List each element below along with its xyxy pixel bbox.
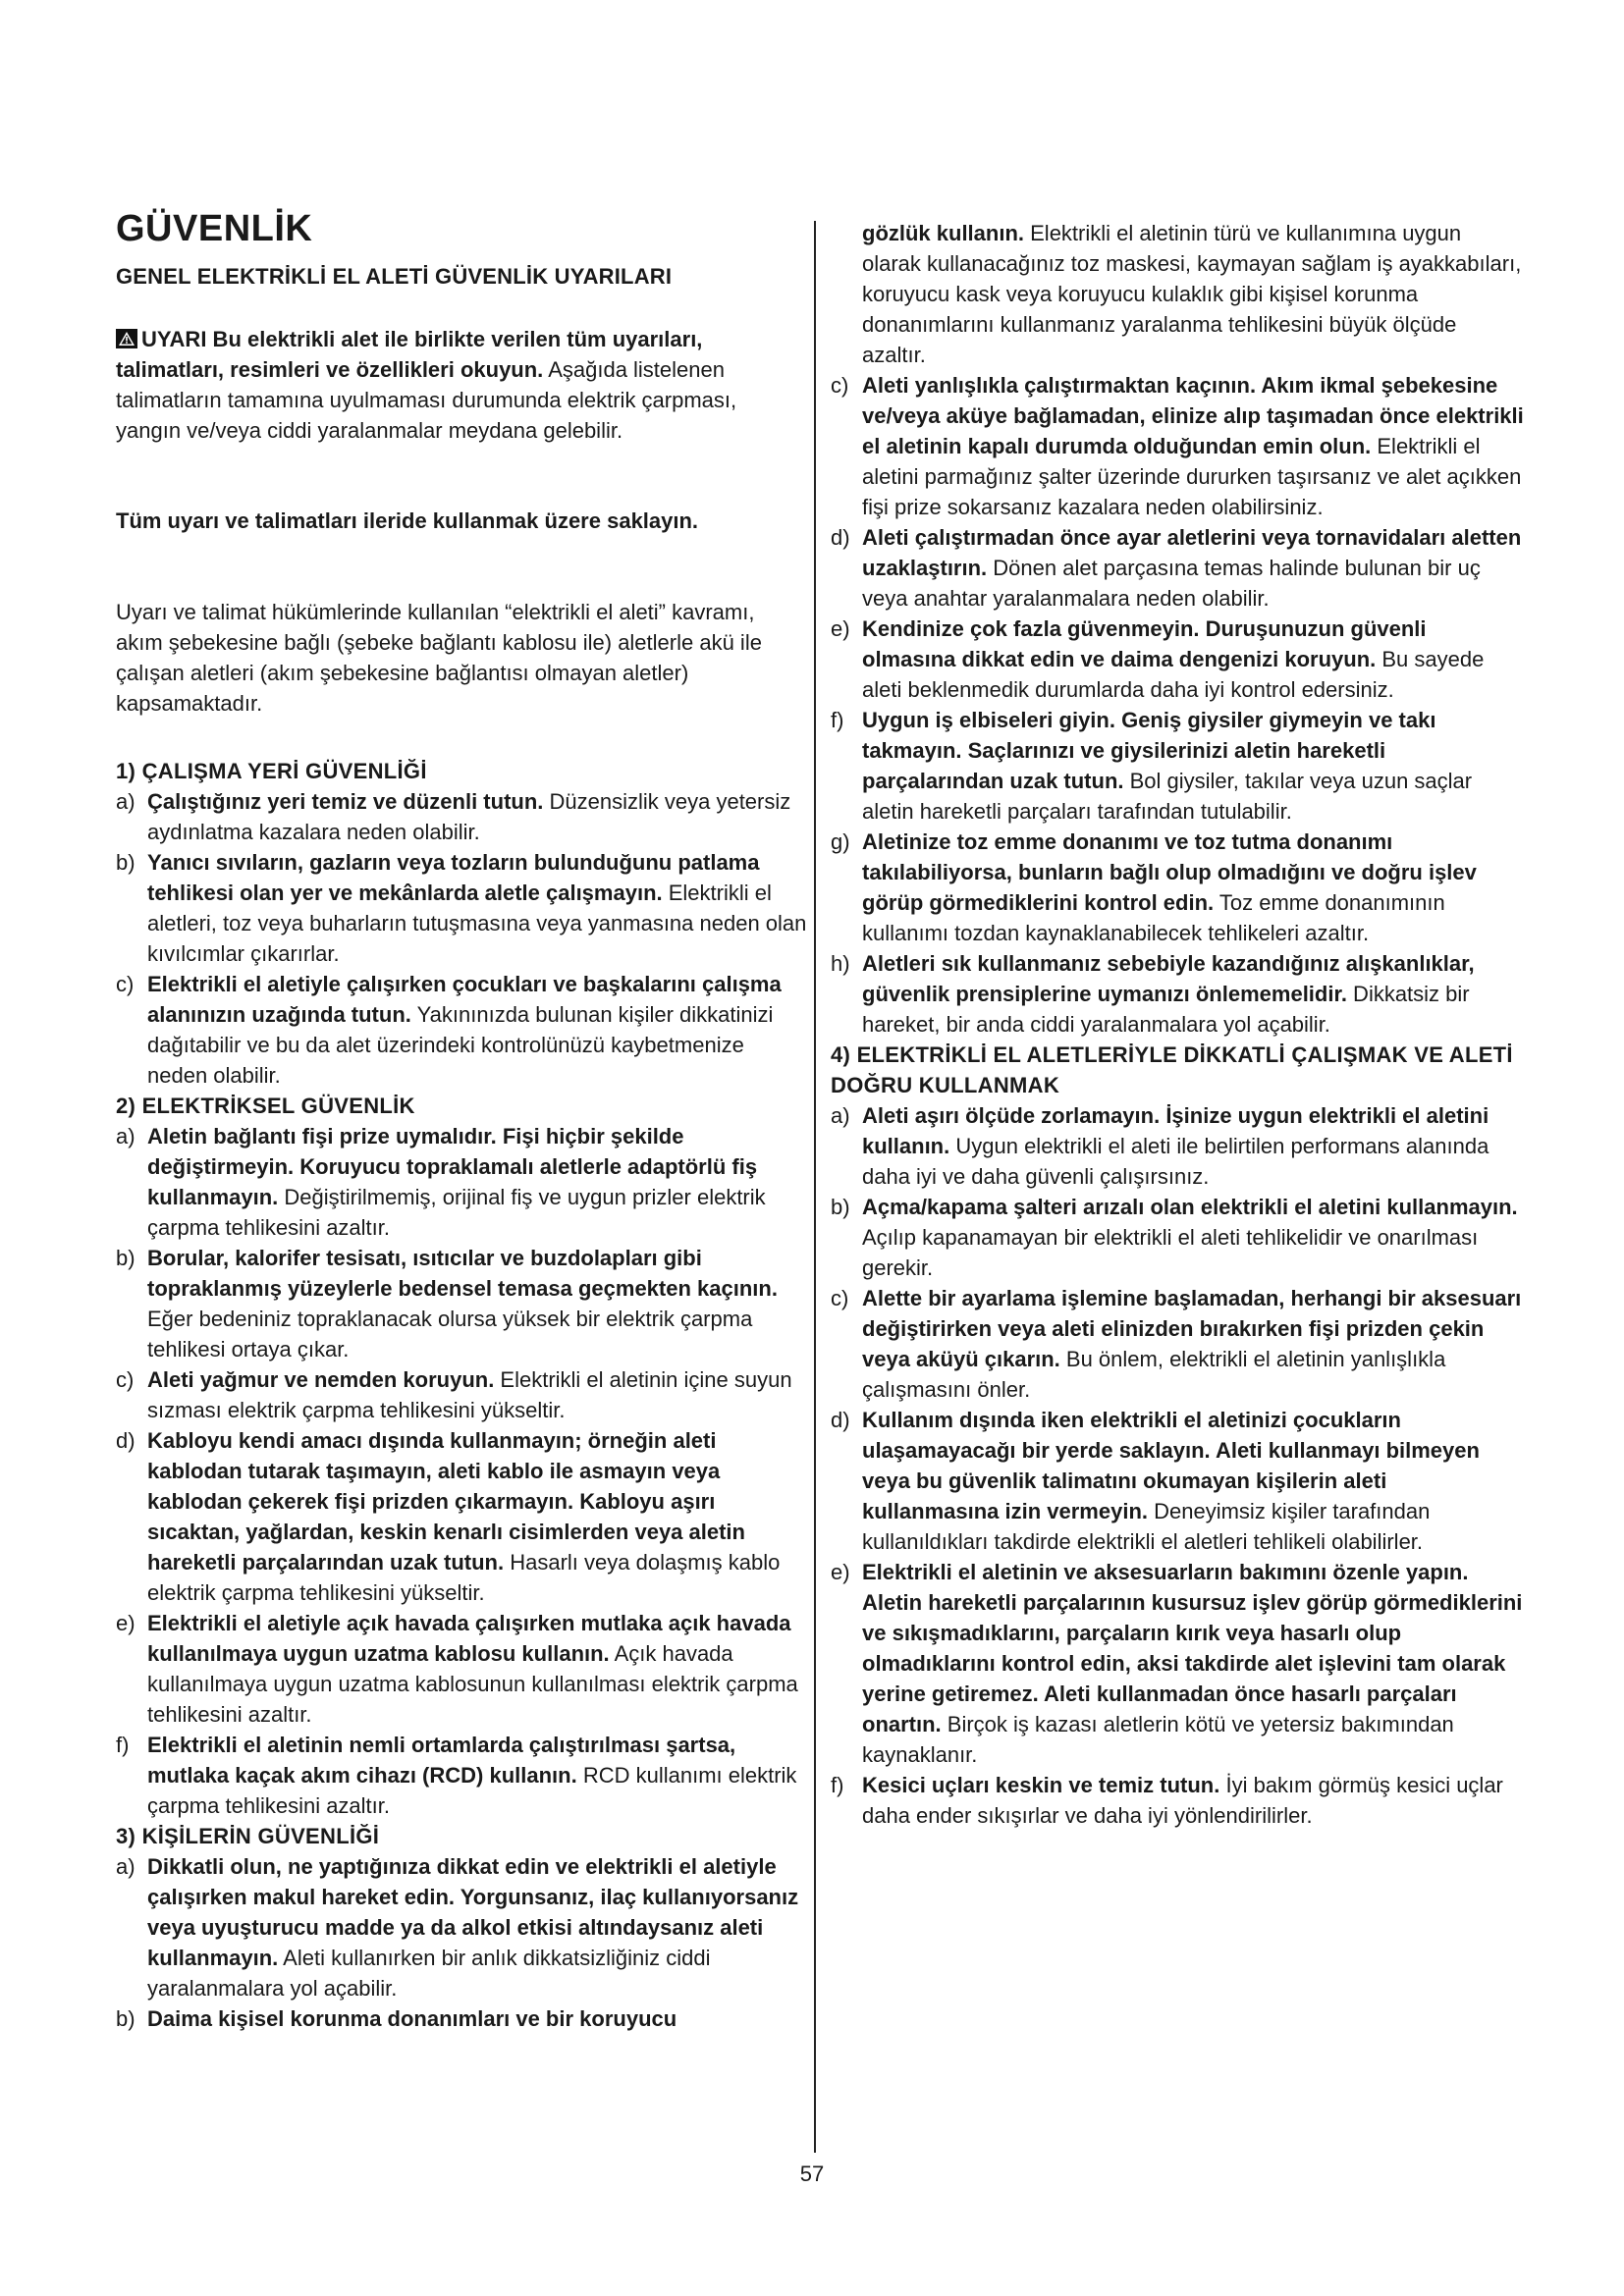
item-text: Açık havada kullanılmaya uygun uzatma kablosunun kullanılması elektrik çarpma tehlikesini azaltır.: [147, 1641, 798, 1727]
item-label: b): [116, 2006, 135, 2031]
item-bold: Alette bir ayarlama işlemine başlamadan, herhangi bir aksesuarı değiştirirken veya aleti elinizden bırakırken fişi prizden çekin veya aküyü çıkarın.: [862, 1286, 1522, 1371]
item-label: c): [831, 1286, 849, 1310]
section-2-title: 2) ELEKTRİKSEL GÜVENLİK: [116, 1094, 415, 1118]
item-bold: Kullanım dışında iken elektrikli el aletinizi çocukların ulaşamayacağı bir yerde saklayın. Aleti kullanmayı bilmeyen veya bu güvenlik talimatını okumayan kişilerin aleti kullanmasına izin vermeyin.: [862, 1408, 1480, 1523]
item-text: Bu önlem, elektrikli el aletinin yanlışlıkla çalışmasını önler.: [862, 1347, 1446, 1402]
item-text: Yakınınızda bulunan kişiler dikkatinizi dağıtabilir ve bu da alet üzerindeki kontrolünüzü kaybetmenize neden olabilir.: [147, 1002, 774, 1088]
section-3-title: 3) KİŞİLERİN GÜVENLİĞİ: [116, 1824, 380, 1848]
item-label: e): [116, 1611, 135, 1635]
item-label: b): [831, 1195, 850, 1219]
item-label: a): [116, 1854, 135, 1879]
item-text: Dikkatsiz bir hareket, bir anda ciddi yaralanmalara yol açabilir.: [862, 982, 1470, 1037]
list-item: [116, 1364, 809, 1425]
item-bold: Aleti yağmur ve nemden koruyun.: [147, 1367, 495, 1392]
item-text: İyi bakım görmüş kesici uçlar daha ender sıkışırlar ve daha iyi yönlendirilirler.: [862, 1773, 1503, 1828]
page-subtitle: GENEL ELEKTRİKLİ EL ALETİ GÜVENLİK UYARILARI: [116, 264, 673, 289]
list-item: [831, 827, 1524, 948]
warning-paragraph: [116, 324, 803, 446]
section-1-title: 1) ÇALIŞMA YERİ GÜVENLİĞİ: [116, 759, 427, 783]
list-item: [831, 1557, 1524, 1770]
item-bold: Yanıcı sıvıların, gazların veya tozların bulunduğunu patlama tehlikesi olan yer ve mekânlarda aletle çalışmayın.: [147, 850, 760, 905]
warning-text: Aşağıda listelenen talimatların tamamına uyulmaması durumunda elektrik çarpması, yangın ve/veya ciddi yaralanmalar meydana gelebilir.: [116, 357, 737, 443]
list-item: [116, 1851, 809, 2003]
list-item: [116, 847, 809, 969]
list-item: [831, 370, 1524, 522]
item-label: e): [831, 1560, 850, 1584]
item-label: d): [831, 1408, 850, 1432]
item-text: RCD kullanımı elektrik çarpma tehlikesini azaltır.: [147, 1763, 797, 1818]
list-item: [831, 522, 1524, 614]
item-bold: Dikkatli olun, ne yaptığınıza dikkat edin ve elektrikli el aletiyle çalışırken makul hareket edin. Yorgunsanız, ilaç kullanıyorsanız veya uyuşturucu madde ya da alkol etkisi altındaysanız aleti kullanmayın.: [147, 1854, 799, 1970]
item-text: Düzensizlik veya yetersiz aydınlatma kazalara neden olabilir.: [147, 789, 791, 844]
list-item: [831, 1283, 1524, 1405]
item-bold: Aleti aşırı ölçüde zorlamayın. İşinize uygun elektrikli el aletini kullanın.: [862, 1103, 1489, 1158]
item-text: Elektrikli el aletinin içine suyun sızması elektrik çarpma tehlikesini yükseltir.: [147, 1367, 792, 1422]
item-bold: gözlük kullanın.: [862, 221, 1025, 245]
item-bold: Elektrikli el aletiyle açık havada çalışırken mutlaka açık havada kullanılmaya uygun uzatma kablosu kullanın.: [147, 1611, 791, 1666]
definition-paragraph: [116, 597, 803, 719]
item-bold: Aleti yanlışlıkla çalıştırmaktan kaçının. Akım ikmal şebekesine ve/veya aküye bağlamadan, elinize alıp taşımadan önce elektrikli el aletinin kapalı durumda olduğundan emin olun.: [862, 373, 1524, 458]
item-text: Elektrikli el aletleri, toz veya buharların tutuşmasına veya yanmasına neden olan kıvılcımlar çıkarırlar.: [147, 881, 807, 966]
item-label: e): [831, 616, 850, 641]
list-item: [831, 705, 1524, 827]
item-label: d): [116, 1428, 135, 1453]
item-label: f): [831, 708, 844, 732]
column-divider: [814, 221, 816, 2153]
item-label: f): [831, 1773, 844, 1797]
item-label: h): [831, 951, 850, 976]
item-label: c): [116, 972, 135, 996]
item-text: Uygun elektrikli el aleti ile belirtilen performans alanında daha iyi ve daha güvenli çalışırsınız.: [862, 1134, 1489, 1189]
item-bold: Borular, kalorifer tesisatı, ısıtıcılar ve buzdolapları gibi topraklanmış yüzeylerle bedensel temasa geçmekten kaçının.: [147, 1246, 778, 1301]
item-text: Dönen alet parçasına temas halinde bulunan bir uç veya anahtar yaralanmalara neden olabilir.: [862, 556, 1481, 611]
item-bold: Açma/kapama şalteri arızalı olan elektrikli el aletini kullanmayın.: [862, 1195, 1518, 1219]
item-text: Elektrikli el aletinin türü ve kullanımına uygun olarak kullanacağınız toz maskesi, kaymayan sağlam iş ayakkabıları, koruyucu kask veya koruyucu kulaklık gibi kişisel korunma donanımlarını kullanmanız yaralanma tehlikesini büyük ölçüde azaltır.: [862, 221, 1522, 367]
keep-note-text: Tüm uyarı ve talimatları ileride kullanmak üzere saklayın.: [116, 508, 699, 533]
item-text: Değiştirilmemiş, orijinal fiş ve uygun prizler elektrik çarpma tehlikesini azaltır.: [147, 1185, 766, 1240]
item-bold: Elektrikli el aletiyle çalışırken çocukları ve başkalarını çalışma alanınızın uzağında tutun.: [147, 972, 782, 1027]
section-4-title: 4) ELEKTRİKLİ EL ALETLERİYLE DİKKATLİ ÇALIŞMAK VE ALETİ DOĞRU KULLANMAK: [831, 1042, 1513, 1097]
item-bold: Daima kişisel korunma donanımları ve bir koruyucu: [147, 2006, 677, 2031]
item-bold: Aletinize toz emme donanımı ve toz tutma donanımı takılabiliyorsa, bunların bağlı olup olmadığını ve doğru işlev görüp görmediklerini kontrol edin.: [862, 829, 1477, 915]
page-title: GÜVENLİK: [116, 208, 313, 249]
list-item-continued: [831, 218, 1524, 370]
item-label: f): [116, 1733, 130, 1757]
item-bold: Çalıştığınız yeri temiz ve düzenli tutun.: [147, 789, 544, 814]
item-text: Bol giysiler, takılar veya uzun saçlar aletin hareketli parçaları tarafından tutulabilir.: [862, 769, 1473, 824]
list-item: [116, 2003, 809, 2034]
warning-triangle-icon: [116, 326, 137, 346]
item-text: Açılıp kapanamayan bir elektrikli el aleti tehlikelidir ve onarılması gerekir.: [862, 1225, 1479, 1280]
item-label: c): [831, 373, 849, 398]
warning-label: UYARI: [141, 327, 207, 351]
item-text: Bu sayede aleti beklenmedik durumlarda daha iyi kontrol edersiniz.: [862, 647, 1485, 702]
item-bold: Uygun iş elbiseleri giyin. Geniş giysiler giymeyin ve takı takmayın. Saçlarınızı ve giysilerinizi aletin hareketli parçalarından uzak tutun.: [862, 708, 1436, 793]
item-bold: Elektrikli el aletinin ve aksesuarların bakımını özenle yapın. Aletin hareketli parçalarının kusursuz işlev görüp görmediklerini ve sıkışmadıklarını, parçaların kırık veya hasarlı olup olmadıklarını kontrol edin, aksi takdirde alet işlevini tam olarak yerine getiremez. Aleti kullanmadan önce hasarlı parçaları onartın.: [862, 1560, 1523, 1736]
item-text: Toz emme donanımının kullanımı tozdan kaynaklanabilecek tehlikeleri azaltır.: [862, 890, 1445, 945]
list-item: [831, 1100, 1524, 1192]
list-item: [116, 1243, 809, 1364]
item-label: b): [116, 1246, 135, 1270]
item-bold: Kendinize çok fazla güvenmeyin. Duruşunuzun güvenli olmasına dikkat edin ve daima dengenizi koruyun.: [862, 616, 1427, 671]
item-label: b): [116, 850, 135, 875]
item-bold: Kesici uçları keskin ve temiz tutun.: [862, 1773, 1220, 1797]
page-number: 57: [799, 2162, 825, 2186]
section-1: [116, 756, 809, 2034]
list-item: [116, 969, 809, 1091]
list-item: [116, 1608, 809, 1730]
item-text: Aleti kullanırken bir anlık dikkatsizliğiniz ciddi yaralanmalara yol açabilir.: [147, 1946, 711, 2001]
item-text: Birçok iş kazası aletlerin kötü ve yetersiz bakımından kaynaklanır.: [862, 1712, 1454, 1767]
item-bold: Aleti çalıştırmadan önce ayar aletlerini veya tornavidaları aletten uzaklaştırın.: [862, 525, 1522, 580]
item-text: Hasarlı veya dolaşmış kablo elektrik çarpma tehlikesini yükseltir.: [147, 1550, 781, 1605]
item-text: Eğer bedeniniz topraklanacak olursa yüksek bir elektrik çarpma tehlikesi ortaya çıkar.: [147, 1307, 753, 1362]
item-label: a): [831, 1103, 850, 1128]
list-item: [116, 786, 809, 847]
right-column: [831, 218, 1524, 1831]
item-label: d): [831, 525, 850, 550]
list-item: [116, 1730, 809, 1821]
item-bold: Kabloyu kendi amacı dışında kullanmayın; örneğin aleti kablodan tutarak taşımayın, aleti kablo ile asmayın veya kablodan çekerek fişi prizden çıkarmayın. Kabloyu aşırı sıcaktan, yağlardan, keskin kenarlı cisimlerden veya aletin hareketli parçalarından uzak tutun.: [147, 1428, 745, 1575]
item-label: c): [116, 1367, 135, 1392]
list-item: [831, 948, 1524, 1040]
keep-note: [116, 506, 725, 536]
item-label: a): [116, 1124, 135, 1148]
item-text: Deneyimsiz kişiler tarafından kullanıldıkları takdirde elektrikli el aletleri tehlikeli olabilirler.: [862, 1499, 1431, 1554]
list-item: [831, 614, 1524, 705]
list-item: [831, 1192, 1524, 1283]
list-item: [831, 1405, 1524, 1557]
item-bold: Aletleri sık kullanmanız sebebiyle kazandığınız alışkanlıklar, güvenlik prensiplerine uymanızı önlememelidir.: [862, 951, 1475, 1006]
list-item: [831, 1770, 1524, 1831]
list-item: [116, 1121, 809, 1243]
list-item: [116, 1425, 809, 1608]
item-bold: Aletin bağlantı fişi prize uymalıdır. Fişi hiçbir şekilde değiştirmeyin. Koruyucu topraklamalı aletlerle adaptörlü fiş kullanmayın.: [147, 1124, 758, 1209]
item-text: Elektrikli el aletini parmağınız şalter üzerinde dururken taşırsanız ve alet açıkken fişi prize sokarsanız kazalara neden olabilirsiniz.: [862, 434, 1522, 519]
item-bold: Elektrikli el aletinin nemli ortamlarda çalıştırılması şartsa, mutlaka kaçak akım cihazı (RCD) kullanın.: [147, 1733, 736, 1788]
item-label: g): [831, 829, 850, 854]
item-label: a): [116, 789, 135, 814]
warning-bold: Bu elektrikli alet ile birlikte verilen tüm uyarıları, talimatları, resimleri ve özellikleri okuyun.: [116, 327, 703, 382]
definition-text: Uyarı ve talimat hükümlerinde kullanılan “elektrikli el aleti” kavramı, akım şebekesine bağlı (şebeke bağlantı kablosu ile) aletlerle akü ile çalışan aletleri (akım şebekesine bağlantısı olmayan aletler) kapsamaktadır.: [116, 600, 762, 716]
